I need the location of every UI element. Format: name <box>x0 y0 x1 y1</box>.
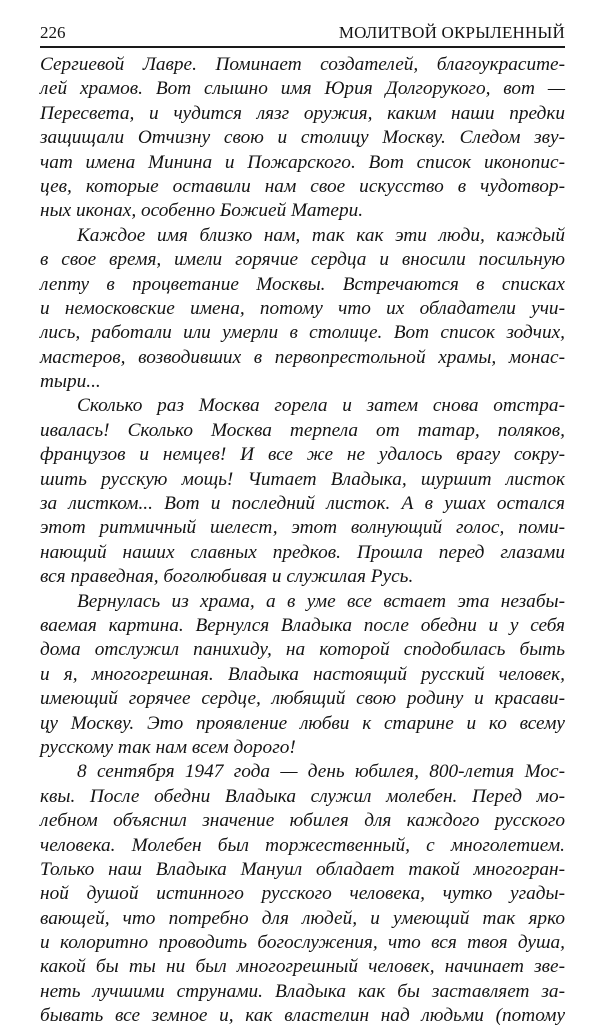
text-line: имеющий горячее сердце, любящий свою родину и красави- <box>40 688 565 710</box>
text-line: ных иконах, особенно Божией Матери. <box>40 200 364 222</box>
text-line: защищали Отчизну свою и столицу Москву. Следом зву- <box>40 127 565 149</box>
text-line: за листком... Вот и последний листок. А в ушах остался <box>40 493 565 515</box>
text-line: и колоритно проводить богослужения, что вся твоя душа, <box>40 932 565 954</box>
text-line: тыри... <box>40 371 101 393</box>
text-line: нающий наших славных предков. Прошла перед глазами <box>40 541 565 563</box>
text-line: и я, многогрешная. Владыка настоящий русский человек, <box>40 663 565 685</box>
text-line: неть лучшими струнами. Владыка как бы заставляет за- <box>40 980 565 1002</box>
text-line: французов и немцев! И все же не удалось врагу сокру- <box>40 444 565 466</box>
text-line: 8 сентября 1947 года — день юбилея, 800-летия Мос- <box>77 761 565 783</box>
text-line: Сергиевой Лавре. Поминает создателей, благоукрасите- <box>40 54 565 75</box>
text-line: вающей, что потребно для людей, и умеющий так ярко <box>40 907 565 929</box>
text-line: шить русскую мощь! Читает Владыка, шуршит листок <box>40 468 565 490</box>
text-line: мастеров, возводивших в первопрестольной храмы, монас- <box>40 346 565 368</box>
text-line: Только наш Владыка Мануил обладает такой многогран- <box>40 858 565 880</box>
text-line: в свое время, имели горячие сердца и вносили посильную <box>40 249 565 271</box>
text-line: ной душой истинного русского человека, чутко угады- <box>40 883 565 905</box>
running-title: МОЛИТВОЙ ОКРЫЛЕННЫЙ <box>338 23 565 42</box>
text-line: чат имена Минина и Пожарского. Вот список иконопис- <box>40 151 565 173</box>
text-line: цев, которые оставили нам свое искусство в чудотвор- <box>40 175 565 197</box>
text-line: Пересвета, и чудится лязг оружия, каким наши предки <box>40 102 565 124</box>
text-line: лей храмов. Вот слышно имя Юрия Долгорукого, вот — <box>40 78 565 100</box>
text-line: лись, работали или умерли в столице. Вот список зодчих, <box>40 322 565 344</box>
text-line: этот ритмичный шелест, этот волнующий голос, поми- <box>40 517 565 539</box>
header-rule <box>40 46 565 48</box>
text-line: ваемая картина. Вернулся Владыка после обедни и у себя <box>40 614 565 636</box>
text-line: лебном объяснил значение юбилея для каждого русского <box>40 810 565 832</box>
text-line: какой бы ты ни был многогрешный человек, начинает зве- <box>40 956 565 978</box>
text-line: вся праведная, боголюбивая и служилая Русь. <box>40 566 414 588</box>
running-header <box>40 20 565 46</box>
text-line: дома отслужил панихиду, на которой сподобилась быть <box>40 639 565 661</box>
text-line: бывать все земное и, как властелин над людьми (потому <box>40 1005 565 1027</box>
page-number: 226 <box>40 23 66 42</box>
text-line: и немосковские имена, потому что их обладатели учи- <box>40 297 565 319</box>
text-line: Каждое имя близко нам, так как эти люди, каждый <box>77 224 565 246</box>
text-line: человека. Молебен был торжественный, с многолетием. <box>40 834 565 856</box>
body-text <box>40 53 565 1029</box>
text-line: ивалась! Сколько Москва терпела от татар, поляков, <box>40 419 565 441</box>
text-line: Вернулась из храма, а в уме все встает эта незабы- <box>77 590 565 612</box>
text-line: цу Москву. Это проявление любви к старине и ко всему <box>40 712 565 734</box>
text-line: квы. После обедни Владыка служил молебен. Перед мо- <box>40 785 565 807</box>
text-line: русскому так нам всем дорого! <box>40 736 296 758</box>
text-line: лепту в процветание Москвы. Встречаются в списках <box>40 273 565 295</box>
text-line: Сколько раз Москва горела и затем снова отстра- <box>77 395 565 417</box>
